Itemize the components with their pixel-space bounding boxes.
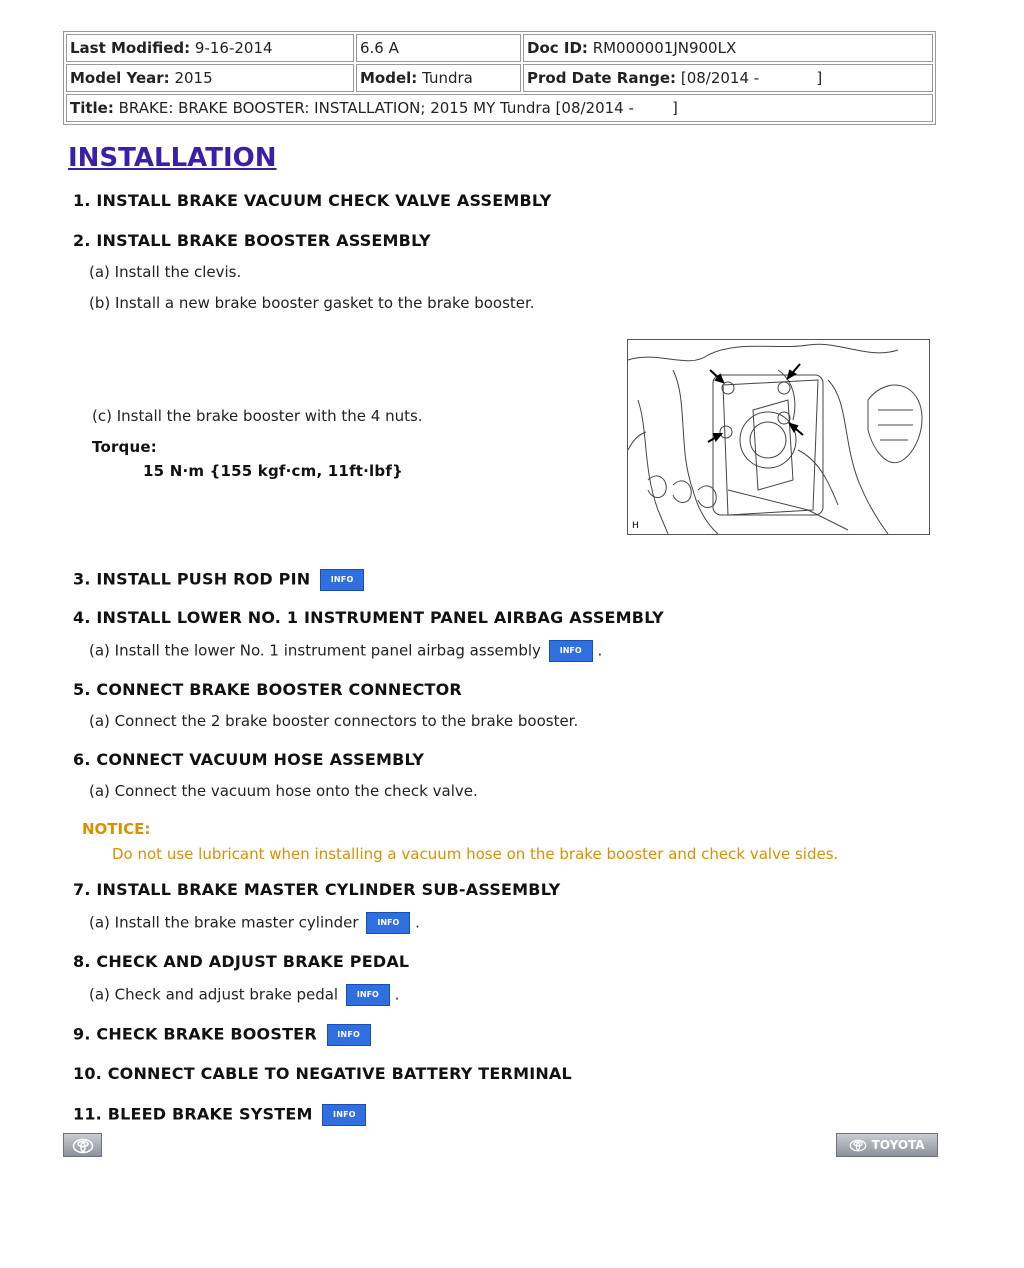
toyota-logo-icon: [72, 1138, 94, 1154]
step-5a-text: (a) Connect the 2 brake booster connectors to the brake booster.: [89, 712, 579, 730]
step-7-heading: 7. INSTALL BRAKE MASTER CYLINDER SUB-ASSEMBLY: [73, 880, 561, 899]
title-label: Title:: [70, 99, 114, 117]
torque-label: Torque:: [92, 438, 157, 456]
page-title: INSTALLATION: [68, 143, 277, 173]
step-4a-period: .: [597, 641, 603, 660]
brake-booster-illustration: [627, 339, 930, 535]
last-modified-cell: [66, 34, 354, 62]
model-value: Tundra: [422, 69, 473, 87]
info-button-step-7a[interactable]: INFO: [366, 912, 410, 934]
figure-label: H: [632, 521, 639, 531]
toyota-home-button[interactable]: [63, 1133, 102, 1157]
step-8a-text: (a) Check and adjust brake pedal: [89, 985, 339, 1004]
model-cell: [356, 64, 521, 92]
document-header-table: [63, 31, 936, 125]
step-11-row: [73, 1104, 366, 1126]
step-4-heading: 4. INSTALL LOWER NO. 1 INSTRUMENT PANEL AIRBAG ASSEMBLY: [73, 608, 664, 627]
last-modified-label: Last Modified:: [70, 39, 191, 57]
info-button-step-8a[interactable]: INFO: [346, 984, 390, 1006]
title-value: BRAKE: BRAKE BOOSTER: INSTALLATION; 2015 MY Tundra [08/2014 - ]: [118, 99, 678, 117]
step-9-heading: 9. CHECK BRAKE BOOSTER: [73, 1024, 317, 1044]
prod-date-label: Prod Date Range:: [527, 69, 677, 87]
notice-text: Do not use lubricant when installing a vacuum hose on the brake booster and check valve sides.: [112, 845, 839, 863]
step-7a-row: [89, 912, 420, 934]
model-label: Model:: [360, 69, 418, 87]
last-modified-value: 9-16-2014: [194, 39, 273, 57]
step-2b-text: (b) Install a new brake booster gasket to the brake booster.: [89, 294, 535, 312]
title-cell: [66, 94, 933, 122]
notice-label: NOTICE:: [82, 820, 151, 838]
step-10-heading: 10. CONNECT CABLE TO NEGATIVE BATTERY TERMINAL: [73, 1064, 572, 1083]
step-9-row: [73, 1024, 371, 1046]
step-3-heading: 3. INSTALL PUSH ROD PIN: [73, 569, 311, 589]
model-year-label: Model Year:: [70, 69, 170, 87]
step-4a-row: [89, 640, 602, 662]
step-8a-row: [89, 984, 399, 1006]
version-value: 6.6 A: [360, 39, 399, 57]
step-6-heading: 6. CONNECT VACUUM HOSE ASSEMBLY: [73, 750, 425, 769]
step-4a-text: (a) Install the lower No. 1 instrument panel airbag assembly: [89, 641, 541, 660]
doc-id-label: Doc ID:: [527, 39, 588, 57]
info-button-step-4a[interactable]: INFO: [549, 640, 593, 662]
toyota-brand-label: TOYOTA: [871, 1138, 925, 1152]
step-6a-text: (a) Connect the vacuum hose onto the check valve.: [89, 782, 478, 800]
model-year-value: 2015: [174, 69, 213, 87]
step-1-heading: 1. INSTALL BRAKE VACUUM CHECK VALVE ASSEMBLY: [73, 191, 552, 210]
version-cell: [356, 34, 521, 62]
step-2c-text: (c) Install the brake booster with the 4 nuts.: [92, 407, 423, 425]
step-3-row: [73, 569, 364, 591]
step-8a-period: .: [394, 985, 400, 1004]
prod-date-value: [08/2014 - ]: [680, 69, 823, 87]
prod-date-cell: [523, 64, 933, 92]
toyota-brand-button[interactable]: [836, 1133, 938, 1157]
step-7a-text: (a) Install the brake master cylinder: [89, 913, 359, 932]
model-year-cell: [66, 64, 354, 92]
step-5-heading: 5. CONNECT BRAKE BOOSTER CONNECTOR: [73, 680, 462, 699]
toyota-logo-icon: [849, 1139, 867, 1152]
torque-value: 15 N·m {155 kgf·cm, 11ft·lbf}: [143, 462, 403, 480]
doc-id-value: RM000001JN900LX: [592, 39, 737, 57]
step-8-heading: 8. CHECK AND ADJUST BRAKE PEDAL: [73, 952, 410, 971]
step-2-heading: 2. INSTALL BRAKE BOOSTER ASSEMBLY: [73, 231, 431, 250]
info-button-step-9[interactable]: INFO: [327, 1024, 371, 1046]
info-button-step-11[interactable]: INFO: [322, 1104, 366, 1126]
info-button-step-3[interactable]: INFO: [320, 569, 364, 591]
step-2a-text: (a) Install the clevis.: [89, 263, 242, 281]
brake-booster-diagram: [628, 340, 929, 534]
doc-id-cell: [523, 34, 933, 62]
step-11-heading: 11. BLEED BRAKE SYSTEM: [73, 1104, 313, 1124]
step-7a-period: .: [415, 913, 420, 932]
